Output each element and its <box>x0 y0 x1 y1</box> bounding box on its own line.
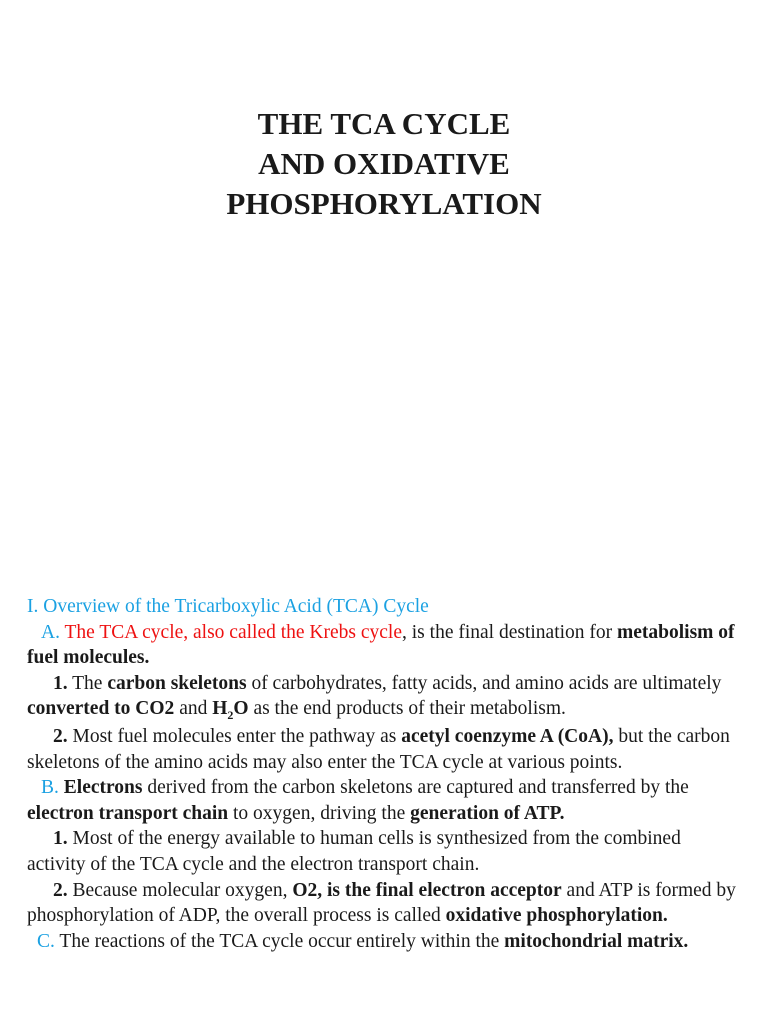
point-a1-num: 1. <box>53 672 68 694</box>
point-b-marker: B. <box>41 777 59 799</box>
point-a1-bold-1: carbon skeletons <box>107 672 247 694</box>
title-line-3: PHOSPHORYLATION <box>226 186 542 221</box>
point-a2-num: 2. <box>53 725 68 747</box>
point-b-bold-2: electron transport chain <box>27 802 229 824</box>
point-c-text-1: The reactions of the TCA cycle occur entirely within the <box>54 930 505 952</box>
formula-o: O <box>233 698 249 720</box>
point-a-bold: metabolism of fuel molecules. <box>27 621 735 669</box>
point-a1-text-3: and <box>174 698 213 720</box>
point-b2-bold-2: oxidative phosphorylation. <box>445 905 668 927</box>
point-c-marker: C. <box>37 930 55 952</box>
page-title <box>0 104 768 224</box>
point-a-highlight: The TCA cycle, also called the Krebs cycle <box>64 621 403 643</box>
point-a1-text-1: The <box>67 672 108 694</box>
point-b-bold-3: generation of ATP. <box>410 802 565 824</box>
point-a-marker: A. <box>41 621 60 643</box>
point-b-text-2: to oxygen, driving the <box>228 802 411 824</box>
title-line-2: AND OXIDATIVE <box>258 146 510 181</box>
point-b-bold-1: Electrons <box>63 777 143 799</box>
point-b2-num: 2. <box>53 879 68 901</box>
point-a2-bold-1: acetyl coenzyme A (CoA), <box>401 725 614 747</box>
point-a1-bold-2: converted to CO2 <box>27 698 175 720</box>
point-b1-text-1: Most of the energy available to human cells is synthesized from the combined activity of the TCA cycle and the electron transport chain. <box>27 828 681 875</box>
formula-h: H <box>212 698 228 720</box>
point-c-bold-1: mitochondrial matrix. <box>504 930 689 952</box>
point-a2-text-1: Most fuel molecules enter the pathway as <box>67 725 402 747</box>
formula-subscript: 2 <box>227 708 234 723</box>
point-b2-bold-1: O2, is the final electron acceptor <box>292 879 562 901</box>
point-a1-text-4: as the end products of their metabolism. <box>248 698 566 720</box>
point-a2 <box>27 724 740 775</box>
point-b2-text-1: Because molecular oxygen, <box>67 879 293 901</box>
point-a1-text-2: of carbohydrates, fatty acids, and amino acids are ultimately <box>246 672 722 694</box>
point-b <box>27 775 740 826</box>
point-b2-text-2: and ATP is formed by phosphorylation of ADP, the overall process is called <box>27 879 736 927</box>
point-a1-formula <box>212 698 249 723</box>
title-line-1: THE TCA CYCLE <box>257 106 511 141</box>
point-a1 <box>27 671 740 722</box>
section-heading: I. Overview of the Tricarboxylic Acid (TCA) Cycle <box>27 596 429 617</box>
point-c <box>27 929 740 955</box>
point-b1 <box>27 826 740 877</box>
point-a2-text-2: but the carbon skeletons of the amino acids may also enter the TCA cycle at various points. <box>27 725 730 773</box>
point-a-text: , is the final destination for <box>402 621 613 643</box>
point-b-text-1: derived from the carbon skeletons are captured and transferred by the <box>142 777 689 799</box>
point-a <box>27 620 740 671</box>
point-b1-num: 1. <box>53 828 68 850</box>
point-b2 <box>27 878 740 929</box>
document-body <box>27 594 740 954</box>
